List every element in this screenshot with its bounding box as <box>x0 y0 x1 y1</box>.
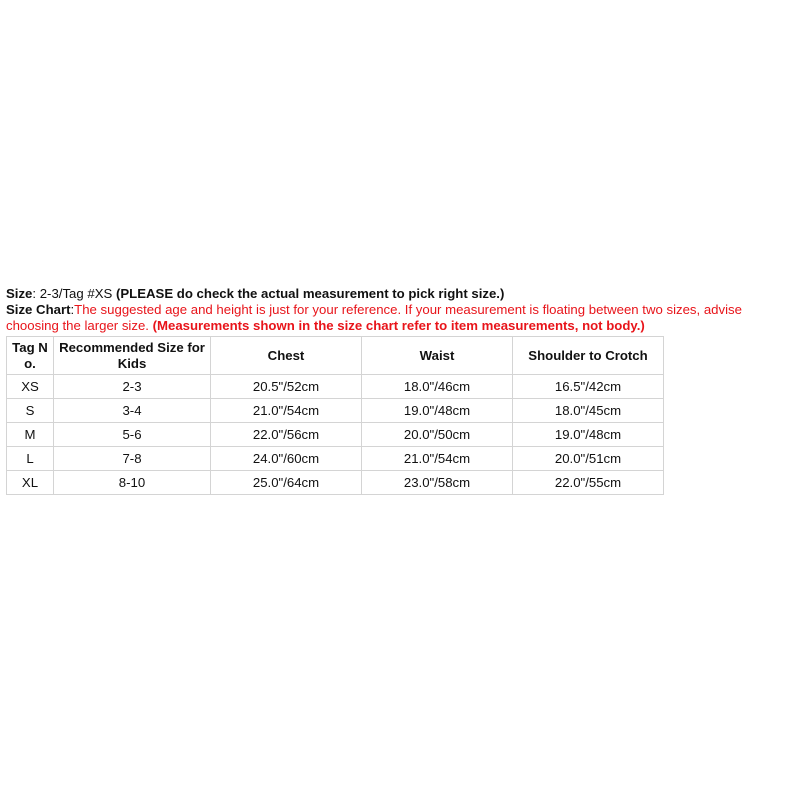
size-separator: : <box>32 286 40 301</box>
size-info <box>6 286 796 495</box>
header-shoulder-to-crotch: Shoulder to Crotch <box>513 337 664 375</box>
cell-waist: 20.0"/50cm <box>362 423 513 447</box>
cell-tag: L <box>7 447 54 471</box>
size-check-note: (PLEASE do check the actual measurement to pick right size.) <box>112 286 505 301</box>
size-chart-text-1: The suggested age and height is just for your reference. If your measurement is floating between two sizes, advise <box>74 302 742 317</box>
size-chart-separator: : <box>70 302 75 317</box>
table-row <box>7 471 664 495</box>
cell-shoulder-to-crotch: 20.0"/51cm <box>513 447 664 471</box>
cell-waist: 18.0"/46cm <box>362 375 513 399</box>
cell-chest: 25.0"/64cm <box>211 471 362 495</box>
table-row <box>7 399 664 423</box>
cell-waist: 19.0"/48cm <box>362 399 513 423</box>
size-chart-line-1 <box>6 302 796 318</box>
cell-tag: XS <box>7 375 54 399</box>
size-table <box>6 336 664 495</box>
table-row <box>7 375 664 399</box>
table-header-row <box>7 337 664 375</box>
size-chart-bold-note: (Measurements shown in the size chart refer to item measurements, not body.) <box>152 318 645 333</box>
size-value: 2-3/Tag #XS <box>39 286 113 301</box>
header-chest: Chest <box>211 337 362 375</box>
header-tag-no-text: Tag No. <box>12 339 48 371</box>
size-chart-line-2 <box>6 318 796 334</box>
header-tag-no <box>7 337 54 375</box>
cell-tag: S <box>7 399 54 423</box>
cell-shoulder-to-crotch: 16.5"/42cm <box>513 375 664 399</box>
header-waist: Waist <box>362 337 513 375</box>
cell-waist: 23.0"/58cm <box>362 471 513 495</box>
cell-chest: 20.5"/52cm <box>211 375 362 399</box>
cell-age: 3-4 <box>54 399 211 423</box>
cell-shoulder-to-crotch: 22.0"/55cm <box>513 471 664 495</box>
header-recommended-size <box>54 337 211 375</box>
size-line <box>6 286 796 302</box>
header-recommended-size-text: Recommended Size for Kids <box>59 339 205 371</box>
cell-shoulder-to-crotch: 18.0"/45cm <box>513 399 664 423</box>
cell-chest: 21.0"/54cm <box>211 399 362 423</box>
size-label: Size <box>6 286 33 301</box>
cell-age: 7-8 <box>54 447 211 471</box>
table-row <box>7 423 664 447</box>
cell-waist: 21.0"/54cm <box>362 447 513 471</box>
cell-tag: M <box>7 423 54 447</box>
size-chart-text-2: choosing the larger size. <box>6 318 153 333</box>
cell-age: 5-6 <box>54 423 211 447</box>
table-row <box>7 447 664 471</box>
cell-chest: 22.0"/56cm <box>211 423 362 447</box>
cell-age: 2-3 <box>54 375 211 399</box>
size-chart-label: Size Chart <box>6 302 71 317</box>
cell-chest: 24.0"/60cm <box>211 447 362 471</box>
cell-tag: XL <box>7 471 54 495</box>
cell-shoulder-to-crotch: 19.0"/48cm <box>513 423 664 447</box>
cell-age: 8-10 <box>54 471 211 495</box>
